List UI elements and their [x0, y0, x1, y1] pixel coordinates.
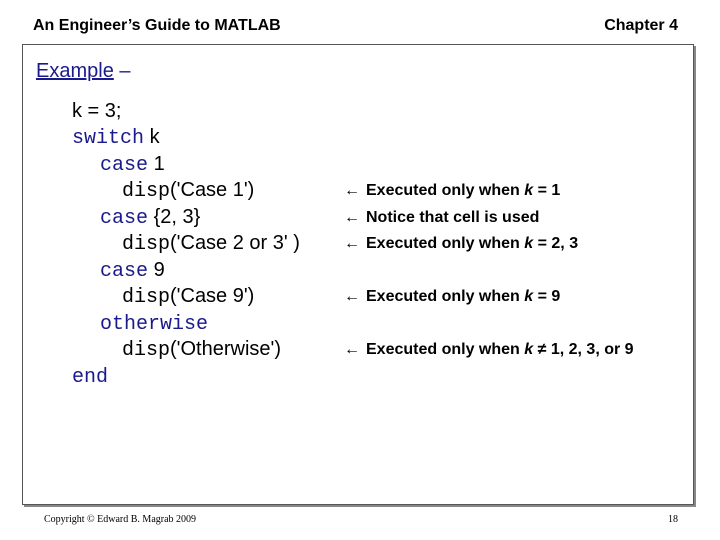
code-line-3: case 1	[100, 153, 165, 177]
function-disp: disp	[122, 339, 171, 362]
left-arrow-icon: ←	[344, 341, 360, 358]
code-line-4: disp('Case 1')	[122, 179, 255, 203]
left-arrow-icon: ←	[344, 288, 360, 305]
keyword-case: case	[100, 260, 149, 283]
annotation-cell-used: ← Notice that cell is used	[344, 209, 540, 226]
keyword-switch: switch	[72, 127, 145, 150]
left-arrow-icon: ←	[344, 182, 360, 199]
page-number: 18	[668, 514, 678, 525]
copyright-notice: Copyright © Edward B. Magrab 2009	[44, 514, 197, 525]
function-disp: disp	[122, 180, 171, 203]
example-label: Example	[36, 60, 114, 82]
annotation-otherwise: ← Executed only when k ≠ 1, 2, 3, or 9	[344, 341, 634, 358]
code-line-11	[72, 363, 108, 391]
keyword-case: case	[100, 207, 149, 230]
code-line-9	[100, 310, 208, 338]
annotation-case-1: ← Executed only when k = 1	[344, 182, 561, 199]
function-disp: disp	[122, 233, 171, 256]
code-line-5: case {2, 3}	[100, 206, 201, 230]
code-line-8: disp('Case 9')	[122, 285, 255, 309]
example-dash: –	[119, 60, 131, 82]
code-line-6: disp('Case 2 or 3' )	[122, 232, 300, 256]
code-line-2: switch k	[72, 126, 160, 150]
chapter-label: Chapter 4	[604, 17, 678, 34]
function-disp: disp	[122, 286, 171, 309]
left-arrow-icon: ←	[344, 209, 360, 226]
code-line-1: k = 3;	[72, 100, 122, 122]
code-line-7: case 9	[100, 259, 165, 283]
keyword-end: end	[72, 366, 109, 389]
example-heading	[36, 60, 131, 83]
keyword-case: case	[100, 154, 149, 177]
keyword-otherwise: otherwise	[100, 313, 209, 336]
annotation-case-9: ← Executed only when k = 9	[344, 288, 561, 305]
left-arrow-icon: ←	[344, 235, 360, 252]
book-title: An Engineer’s Guide to MATLAB	[33, 17, 281, 34]
code-line-10: disp('Otherwise')	[122, 338, 282, 362]
annotation-case-2-3: ← Executed only when k = 2, 3	[344, 235, 579, 252]
